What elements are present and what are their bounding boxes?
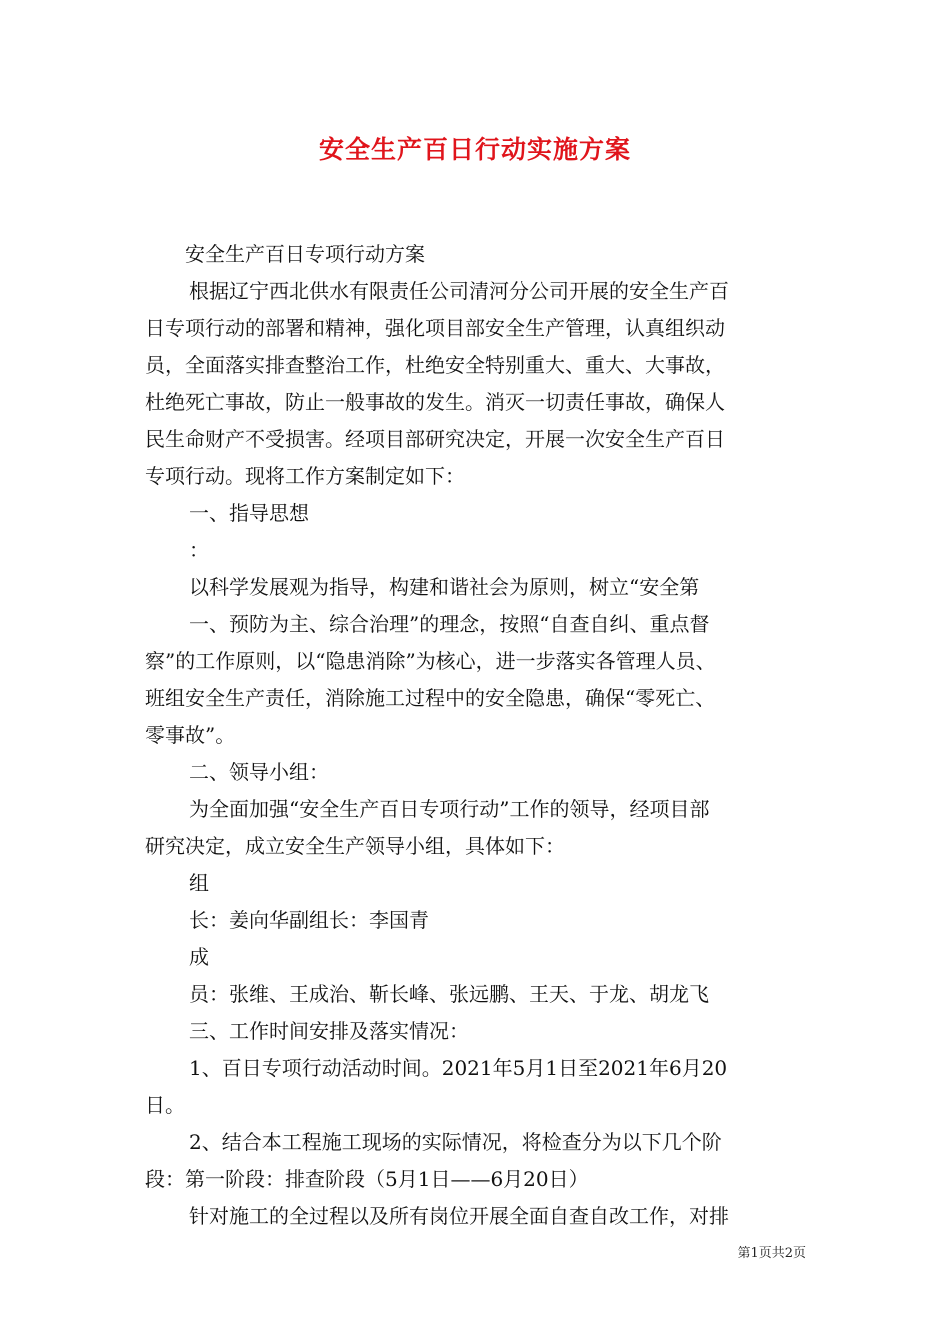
doc-line: 研究决定，成立安全生产领导小组，具体如下： [145, 834, 565, 858]
doc-line: 针对施工的全过程以及所有岗位开展全面自查自改工作，对排 [189, 1204, 729, 1228]
doc-line: 察”的工作原则，以“隐患消除”为核心，进一步落实各管理人员、 [145, 649, 716, 673]
doc-line: 民生命财产不受损害。经项目部研究决定，开展一次安全生产百日 [145, 427, 725, 451]
doc-line: ： [189, 538, 209, 562]
page-number: 第1页共2页 [737, 1246, 806, 1261]
doc-line: 日专项行动的部署和精神，强化项目部安全生产管理，认真组织动 [145, 316, 725, 340]
doc-line: 专项行动。现将工作方案制定如下： [145, 464, 465, 488]
doc-line: 日。 [145, 1093, 185, 1117]
document-body [145, 236, 815, 1235]
doc-line: 安全生产百日专项行动方案 [185, 242, 425, 266]
doc-line: 二、领导小组： [189, 760, 329, 784]
document-title: 安全生产百日行动实施方案 [318, 135, 631, 164]
doc-line: 成 [189, 945, 209, 969]
doc-line: 2、结合本工程施工现场的实际情况，将检查分为以下几个阶 [189, 1130, 722, 1154]
doc-line: 为全面加强“安全生产百日专项行动”工作的领导，经项目部 [189, 797, 710, 821]
doc-line: 班组安全生产责任，消除施工过程中的安全隐患，确保“零死亡、 [145, 686, 716, 710]
doc-line: 长：姜向华副组长：李国青 [189, 908, 429, 932]
doc-line: 三、工作时间安排及落实情况： [189, 1019, 469, 1043]
doc-line: 杜绝死亡事故，防止一般事故的发生。消灭一切责任事故，确保人 [145, 390, 725, 414]
doc-line: 一、预防为主、综合治理”的理念，按照“自查自纠、重点督 [189, 612, 710, 636]
doc-line: 员：张维、王成治、靳长峰、张远鹏、王天、于龙、胡龙飞 [189, 982, 709, 1006]
doc-line: 段：第一阶段：排查阶段（5月1日——6月20日） [145, 1167, 589, 1191]
doc-line: 零事故”。 [145, 723, 236, 747]
doc-line: 员，全面落实排查整治工作，杜绝安全特别重大、重大、大事故， [145, 353, 725, 377]
doc-line: 组 [189, 871, 209, 895]
doc-line: 根据辽宁西北供水有限责任公司清河分公司开展的安全生产百 [189, 279, 729, 303]
doc-line: 一、指导思想 [189, 501, 309, 525]
doc-line: 以科学发展观为指导，构建和谐社会为原则，树立“安全第 [189, 575, 700, 599]
doc-line: 1、百日专项行动活动时间。2021年5月1日至2021年6月20 [189, 1056, 728, 1080]
